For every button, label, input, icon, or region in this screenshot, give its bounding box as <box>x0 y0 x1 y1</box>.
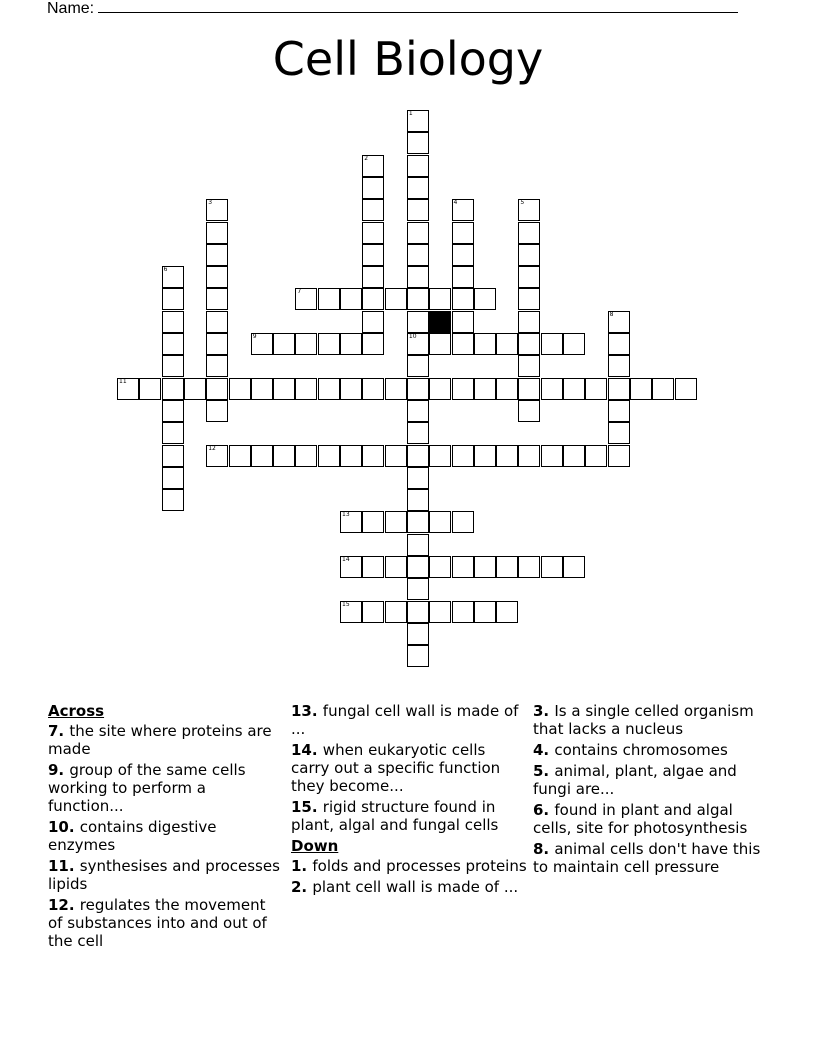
clue-item <box>533 840 769 876</box>
crossword-cell[interactable] <box>362 244 384 266</box>
crossword-cell[interactable] <box>407 378 429 400</box>
crossword-cell[interactable] <box>518 266 540 288</box>
crossword-cell[interactable] <box>251 378 273 400</box>
crossword-cell[interactable] <box>452 333 474 355</box>
clue-item <box>533 762 769 798</box>
crossword-cell[interactable] <box>429 511 451 533</box>
crossword-cell[interactable] <box>563 556 585 578</box>
crossword-cell[interactable] <box>474 333 496 355</box>
crossword-cell[interactable] <box>362 601 384 623</box>
crossword-cell[interactable] <box>652 378 674 400</box>
clue-item-text: regulates the movement of substances into and out of the cell <box>48 896 267 950</box>
crossword-cell[interactable] <box>162 489 184 511</box>
crossword-cell[interactable] <box>407 288 429 310</box>
crossword-cell[interactable] <box>496 556 518 578</box>
crossword-cell[interactable] <box>608 400 630 422</box>
clue-item-text: animal, plant, algae and fungi are... <box>533 762 737 798</box>
clue-item <box>533 702 769 738</box>
crossword-cell[interactable] <box>407 445 429 467</box>
crossword-cell[interactable] <box>273 445 295 467</box>
crossword-cell[interactable] <box>206 445 228 467</box>
clue-item-number: 9. <box>48 761 70 779</box>
clue-item <box>291 741 527 795</box>
crossword-cell[interactable] <box>518 355 540 377</box>
clue-number: 4 <box>453 199 458 207</box>
clue-item-number: 7. <box>48 722 70 740</box>
crossword-cell[interactable] <box>452 288 474 310</box>
crossword-cell[interactable] <box>340 556 362 578</box>
crossword-cell[interactable] <box>362 556 384 578</box>
crossword-cell[interactable] <box>518 445 540 467</box>
crossword-cell[interactable] <box>452 222 474 244</box>
crossword-cell[interactable] <box>295 333 317 355</box>
crossword-cell[interactable] <box>518 333 540 355</box>
crossword-cell[interactable] <box>362 511 384 533</box>
clue-number: 11 <box>119 377 127 385</box>
crossword-cell[interactable] <box>340 601 362 623</box>
down-heading: Down <box>291 837 339 855</box>
crossword-cell[interactable] <box>608 355 630 377</box>
crossword-cell[interactable] <box>385 445 407 467</box>
crossword-cell[interactable] <box>206 311 228 333</box>
clue-number: 3 <box>208 199 213 207</box>
crossword-cell[interactable] <box>496 445 518 467</box>
clue-item <box>48 818 284 854</box>
crossword-cell[interactable] <box>407 422 429 444</box>
clue-item-text: the site where proteins are made <box>48 722 272 758</box>
crossword-cell[interactable] <box>206 400 228 422</box>
crossword-cell[interactable] <box>608 311 630 333</box>
clue-item-number: 1. <box>291 857 313 875</box>
clue-item <box>48 896 284 950</box>
crossword-cell[interactable] <box>139 378 161 400</box>
crossword-cell[interactable] <box>407 556 429 578</box>
crossword-cell[interactable] <box>429 333 451 355</box>
crossword-cell[interactable] <box>362 378 384 400</box>
crossword-cell[interactable] <box>429 378 451 400</box>
crossword-cell[interactable] <box>452 511 474 533</box>
crossword-cell[interactable] <box>563 333 585 355</box>
crossword-cell[interactable] <box>385 601 407 623</box>
crossword-cell[interactable] <box>407 110 429 132</box>
clue-number: 13 <box>342 511 350 519</box>
clue-item-text: animal cells don't have this to maintain cell pressure <box>533 840 761 876</box>
crossword-cell[interactable] <box>340 378 362 400</box>
crossword-cell[interactable] <box>429 445 451 467</box>
crossword-cell[interactable] <box>407 177 429 199</box>
crossword-cell[interactable] <box>474 445 496 467</box>
crossword-cell[interactable] <box>518 199 540 221</box>
crossword-cell[interactable] <box>295 288 317 310</box>
crossword-cell[interactable] <box>518 400 540 422</box>
clue-number: 12 <box>208 444 216 452</box>
clue-item <box>48 857 284 893</box>
crossword-cell[interactable] <box>273 333 295 355</box>
clue-number: 1 <box>408 110 413 117</box>
crossword-cell[interactable] <box>407 578 429 600</box>
clue-number: 14 <box>342 556 350 563</box>
crossword-cell[interactable] <box>206 222 228 244</box>
crossword-cell[interactable] <box>407 311 429 333</box>
crossword-cell[interactable] <box>407 511 429 533</box>
crossword-cell[interactable] <box>362 266 384 288</box>
clue-item-text: found in plant and algal cells, site for photosynthesis <box>533 801 748 837</box>
crossword-cell[interactable] <box>162 288 184 310</box>
clue-column-3 <box>533 702 769 879</box>
crossword-cell[interactable] <box>541 333 563 355</box>
crossword-cell[interactable] <box>251 333 273 355</box>
crossword-cell[interactable] <box>162 355 184 377</box>
crossword-cell[interactable] <box>474 556 496 578</box>
crossword-cell[interactable] <box>273 378 295 400</box>
clue-item-number: 4. <box>533 741 555 759</box>
name-label: Name: <box>47 0 95 17</box>
crossword-cell[interactable] <box>407 199 429 221</box>
clue-item-number: 6. <box>533 801 555 819</box>
crossword-cell[interactable] <box>407 333 429 355</box>
crossword-cell[interactable] <box>229 378 251 400</box>
clue-item-text: plant cell wall is made of ... <box>312 878 519 896</box>
crossword-cell[interactable] <box>407 355 429 377</box>
clue-item-number: 11. <box>48 857 80 875</box>
crossword-cell[interactable] <box>206 378 228 400</box>
clue-item-text: Is a single celled organism that lacks a nucleus <box>533 702 754 738</box>
clue-item-number: 2. <box>291 878 313 896</box>
crossword-cell[interactable] <box>340 288 362 310</box>
clue-item-number: 14. <box>291 741 323 759</box>
crossword-cell[interactable] <box>318 288 340 310</box>
clue-item-number: 12. <box>48 896 80 914</box>
clue-item-text: fungal cell wall is made of ... <box>291 702 519 738</box>
crossword-cell[interactable] <box>340 511 362 533</box>
crossword-cell[interactable] <box>318 333 340 355</box>
crossword-cell[interactable] <box>496 601 518 623</box>
crossword-cell[interactable] <box>630 378 652 400</box>
crossword-cell[interactable] <box>474 378 496 400</box>
crossword-cell[interactable] <box>429 601 451 623</box>
clue-number: 15 <box>342 600 350 608</box>
clue-column-1 <box>48 702 284 953</box>
clue-number: 9 <box>252 333 257 340</box>
clue-item-number: 15. <box>291 798 323 816</box>
crossword-cell[interactable] <box>295 445 317 467</box>
crossword-cell[interactable] <box>518 378 540 400</box>
crossword-cell[interactable] <box>608 378 630 400</box>
crossword-cell[interactable] <box>407 400 429 422</box>
crossword-cell[interactable] <box>162 422 184 444</box>
clue-item-number: 5. <box>533 762 555 780</box>
crossword-cell[interactable] <box>206 266 228 288</box>
crossword-cell[interactable] <box>162 378 184 400</box>
clue-number: 8 <box>609 310 614 318</box>
crossword-cell[interactable] <box>340 445 362 467</box>
crossword-cell[interactable] <box>585 445 607 467</box>
crossword-cell[interactable] <box>518 311 540 333</box>
crossword-cell[interactable] <box>452 266 474 288</box>
crossword-cell[interactable] <box>452 311 474 333</box>
clue-item-text: group of the same cells working to perform a function... <box>48 761 246 815</box>
crossword-cell[interactable] <box>162 266 184 288</box>
crossword-cell[interactable] <box>362 311 384 333</box>
crossword-cell[interactable] <box>608 422 630 444</box>
page-title: Cell Biology <box>272 32 544 86</box>
crossword-cell[interactable] <box>407 489 429 511</box>
crossword-cell[interactable] <box>474 288 496 310</box>
crossword-cell[interactable] <box>407 222 429 244</box>
clue-item-number: 8. <box>533 840 555 858</box>
crossword-cell[interactable] <box>452 378 474 400</box>
crossword-cell[interactable] <box>452 199 474 221</box>
crossword-cell[interactable] <box>541 445 563 467</box>
crossword-cell[interactable] <box>518 556 540 578</box>
crossword-cell[interactable] <box>452 445 474 467</box>
crossword-cell[interactable] <box>385 556 407 578</box>
crossword-cell[interactable] <box>452 556 474 578</box>
clue-item-text: rigid structure found in plant, algal and fungal cells <box>291 798 499 834</box>
crossword-cell[interactable] <box>362 445 384 467</box>
clue-item-text: when eukaryotic cells carry out a specific function they become... <box>291 741 501 795</box>
crossword-cell[interactable] <box>362 155 384 177</box>
crossword-cell[interactable] <box>206 199 228 221</box>
crossword-cell[interactable] <box>608 445 630 467</box>
crossword-cell[interactable] <box>541 378 563 400</box>
crossword-cell[interactable] <box>496 378 518 400</box>
crossword-cell[interactable] <box>429 556 451 578</box>
crossword-cell[interactable] <box>362 333 384 355</box>
clue-number: 2 <box>364 154 369 162</box>
clue-item <box>533 801 769 837</box>
crossword-cell[interactable] <box>184 378 206 400</box>
clue-number: 7 <box>297 288 302 296</box>
crossword-cell[interactable] <box>162 400 184 422</box>
clue-item <box>291 798 527 834</box>
crossword-cell[interactable] <box>117 378 139 400</box>
clue-item-number: 10. <box>48 818 80 836</box>
clue-item <box>533 741 769 759</box>
crossword-cell[interactable] <box>407 645 429 667</box>
clue-number: 6 <box>163 266 168 274</box>
crossword-cell[interactable] <box>585 378 607 400</box>
crossword-cell[interactable] <box>385 378 407 400</box>
crossword-cell[interactable] <box>162 467 184 489</box>
crossword-cell[interactable] <box>407 623 429 645</box>
crossword-cell[interactable] <box>385 511 407 533</box>
crossword-cell[interactable] <box>474 601 496 623</box>
crossword-cell[interactable] <box>251 445 273 467</box>
clue-number: 10 <box>408 333 417 340</box>
crossword-cell[interactable] <box>206 333 228 355</box>
crossword-cell[interactable] <box>318 445 340 467</box>
crossword-cell[interactable] <box>407 132 429 154</box>
crossword-cell[interactable] <box>407 155 429 177</box>
crossword-cell[interactable] <box>162 311 184 333</box>
crossword-cell[interactable] <box>518 244 540 266</box>
clue-item-text: synthesises and processes lipids <box>48 857 280 893</box>
crossword-cell[interactable] <box>295 378 317 400</box>
clue-item <box>291 857 527 875</box>
crossword-cell[interactable] <box>563 378 585 400</box>
crossword-cell[interactable] <box>318 378 340 400</box>
clue-item <box>291 702 527 738</box>
crossword-cell[interactable] <box>452 244 474 266</box>
clue-item-text: contains digestive enzymes <box>48 818 217 854</box>
crossword-cell[interactable] <box>407 467 429 489</box>
crossword-cell[interactable] <box>162 333 184 355</box>
clue-item <box>48 761 284 815</box>
crossword-cell[interactable] <box>518 222 540 244</box>
clue-item <box>291 878 527 896</box>
crossword-cell[interactable] <box>608 333 630 355</box>
crossword-cell[interactable] <box>362 288 384 310</box>
crossword-cell[interactable] <box>429 288 451 310</box>
crossword-cell[interactable] <box>385 288 407 310</box>
crossword-cell[interactable] <box>407 266 429 288</box>
clue-item <box>48 722 284 758</box>
across-heading: Across <box>48 702 105 720</box>
clue-item-number: 3. <box>533 702 555 720</box>
clue-item-text: contains chromosomes <box>554 741 728 759</box>
crossword-cell[interactable] <box>362 177 384 199</box>
crossword-cell[interactable] <box>206 355 228 377</box>
crossword-cell[interactable] <box>452 601 474 623</box>
crossword-cell[interactable] <box>407 244 429 266</box>
crossword-cell[interactable] <box>206 244 228 266</box>
crossword-cell[interactable] <box>563 445 585 467</box>
clue-number: 5 <box>520 199 525 207</box>
crossword-cell[interactable] <box>407 534 429 556</box>
crossword-cell[interactable] <box>362 222 384 244</box>
clue-item-number: 13. <box>291 702 323 720</box>
crossword-cell[interactable] <box>362 199 384 221</box>
crossword-cell[interactable] <box>340 333 362 355</box>
crossword-cell[interactable] <box>518 288 540 310</box>
crossword-cell[interactable] <box>541 556 563 578</box>
clue-column-2 <box>291 702 527 899</box>
crossword-cell[interactable] <box>162 445 184 467</box>
clue-item-text: folds and processes proteins <box>312 857 527 875</box>
crossword-cell[interactable] <box>229 445 251 467</box>
crossword-cell[interactable] <box>206 288 228 310</box>
crossword-cell[interactable] <box>496 333 518 355</box>
crossword-cell[interactable] <box>407 601 429 623</box>
crossword-black-cell <box>429 311 451 333</box>
crossword-cell[interactable] <box>675 378 697 400</box>
